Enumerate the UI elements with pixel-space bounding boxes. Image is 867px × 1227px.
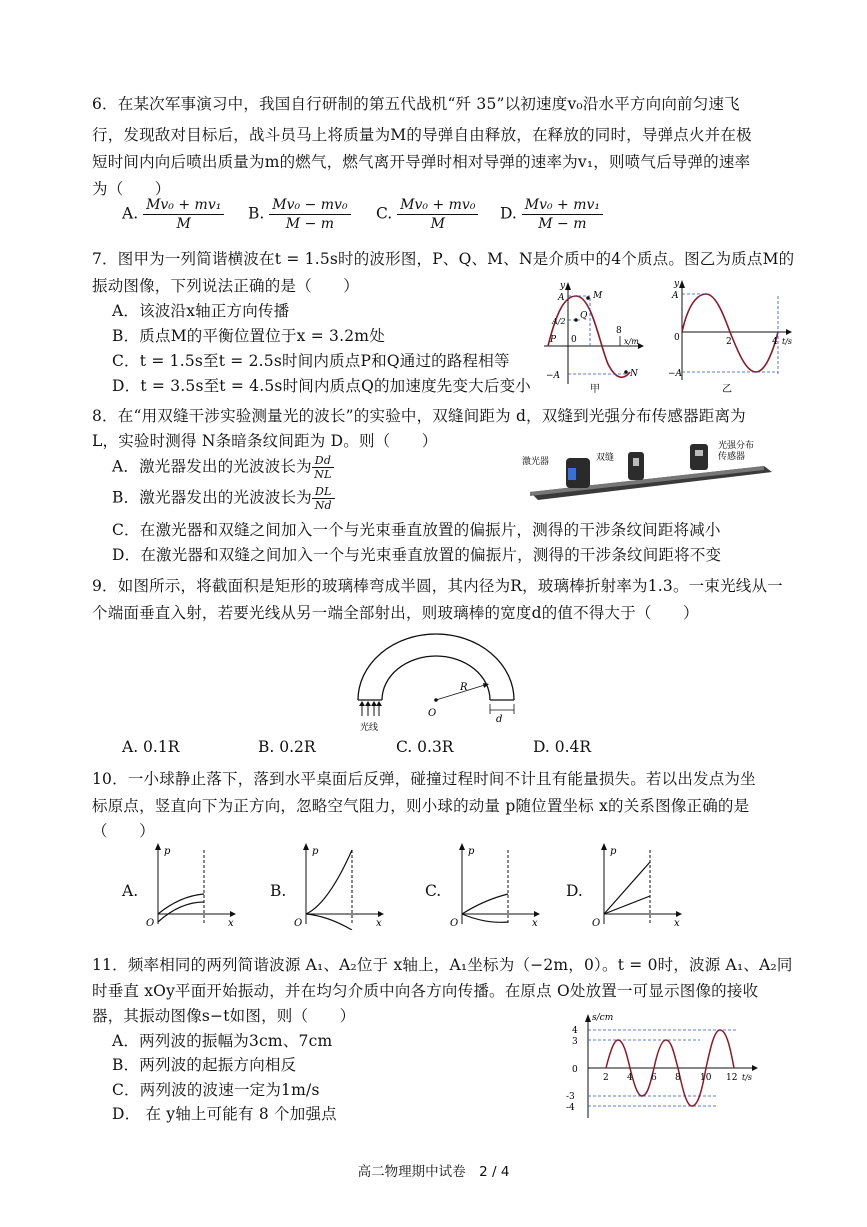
q11-line3: 器，其振动图像s−t如图，则（ ） [92, 1007, 356, 1025]
q9-option-c[interactable]: C. 0.3R [396, 738, 454, 756]
svg-text:x: x [532, 918, 538, 929]
q10-option-c[interactable]: C. [425, 882, 442, 900]
wave-graph-jia [538, 276, 648, 394]
q11-option-c[interactable]: C．两列波的波速一定为1m/s [112, 1081, 320, 1099]
q6-line3: 短时间内向后喷出质量为m的燃气，燃气离开导弹时相对导弹的速率为v₁，则喷气后导弹的速率 [92, 153, 751, 171]
q7-line1: 7．图甲为一列简谐横波在t = 1.5s时的波形图，P、Q、M、N是介质中的4个质点。图乙为质点M的 [92, 250, 795, 268]
svg-text:t/s: t/s [782, 337, 793, 346]
q10-line1: 10．一小球静止落下，落到水平桌面后反弹，碰撞过程时间不计且有能量损失。若以出发点为坐 [92, 770, 756, 788]
svg-text:O: O [450, 918, 459, 929]
q10-option-d[interactable]: D. [566, 882, 583, 900]
sensor-label-2: 传感器 [718, 452, 746, 462]
center-o-label: O [428, 708, 437, 719]
svg-text:p: p [164, 846, 171, 857]
q7-option-c[interactable]: C．t = 1.5s至t = 2.5s时间内质点P和Q通过的路程相等 [112, 352, 510, 370]
svg-text:p: p [312, 846, 319, 857]
q8-option-b[interactable]: B．激光器发出的光波波长为 $\frac{DL}{Nd}$ [112, 485, 335, 512]
q10-line2: 标原点，竖直向下为正方向，忽略空气阻力，则小球的动量 p随位置坐标 x的关系图像正确的是 [92, 797, 750, 815]
svg-text:x: x [376, 918, 382, 929]
q7-option-d[interactable]: D．t = 3.5s至t = 4.5s时间内质点Q的加速度先变大后变小 [112, 377, 531, 395]
svg-text:O: O [294, 918, 303, 929]
q6-option-c[interactable]: C. $\frac{\text{Mv₀ + mv₀}}{M}$ [376, 196, 478, 233]
svg-text:−A: −A [668, 369, 683, 379]
q9-option-b[interactable]: B. 0.2R [258, 738, 316, 756]
q8-line2: L，实验时测得 N条暗条纹间距为 D。则（ ） [92, 432, 438, 450]
svg-text:x: x [228, 918, 234, 929]
q10-option-a[interactable]: A. [122, 882, 139, 900]
svg-text:O: O [146, 918, 155, 929]
q11-line2: 时垂直 xOy平面开始振动，并在均匀介质中向各方向传播。在原点 O处放置一可显示图像的接收 [92, 982, 759, 1000]
svg-text:2: 2 [726, 337, 732, 347]
q6-line1: 6．在某次军事演习中，我国自行研制的第五代战机“歼 35”以初速度v₀沿水平方向向前匀速飞 [92, 95, 740, 113]
q9-line2: 个端面垂直入射，若要光线从另一端全部射出，则玻璃棒的宽度d的值不得大于（ ） [92, 604, 699, 622]
svg-text:4: 4 [572, 1026, 578, 1036]
vibration-graph-yi [668, 276, 798, 394]
width-label: d [496, 714, 503, 725]
svg-text:2: 2 [603, 1073, 609, 1083]
q6-line2: 行，发现敌对目标后，战斗员马上将质量为M的导弹自由释放，在释放的同时，导弹点火并在极 [92, 126, 752, 144]
svg-text:N: N [630, 369, 638, 379]
q6-option-d[interactable]: D. $\frac{\text{Mv₀ + mv₁}}{M - m}$ [500, 196, 603, 233]
svg-text:3: 3 [572, 1037, 578, 1047]
svg-text:0: 0 [572, 1065, 578, 1075]
svg-text:p: p [468, 846, 475, 857]
svg-text:0: 0 [571, 335, 577, 345]
jia-y-label: y [560, 281, 566, 291]
q10-line3: （ ） [92, 822, 155, 840]
q11-option-b[interactable]: B．两列波的起振方向相反 [112, 1056, 297, 1074]
svg-text:A: A [672, 291, 679, 301]
q8-option-a[interactable]: A．激光器发出的光波波长为 $\frac{Dd}{NL}$ [112, 454, 334, 481]
jia-caption: 甲 [590, 384, 600, 394]
svg-text:12: 12 [726, 1073, 738, 1083]
svg-text:8: 8 [616, 326, 622, 336]
q10-option-b[interactable]: B. [270, 882, 287, 900]
q8-line1: 8．在“用双缝干涉实验测量光的波长”的实验中，双缝间距为 d，双缝到光强分布传感器距离为 [92, 407, 746, 425]
svg-text:6: 6 [651, 1073, 657, 1083]
q8-option-d[interactable]: D．在激光器和双缝之间加入一个与光束垂直放置的偏振片，测得的干涉条纹间距将不变 [112, 546, 722, 564]
q11-option-d[interactable]: D． 在 y轴上可能有 8 个加强点 [112, 1105, 337, 1123]
svg-text:P: P [550, 335, 557, 345]
svg-text:A/2: A/2 [552, 317, 566, 326]
svg-text:s/cm: s/cm [592, 1013, 614, 1023]
q6-line4: 为（ ） [92, 180, 171, 198]
sensor-label-1: 光强分布 [718, 441, 755, 451]
svg-text:A: A [558, 293, 565, 303]
svg-text:p: p [610, 846, 617, 857]
svg-text:x/m: x/m [624, 337, 639, 346]
glass-rod-diagram [346, 624, 526, 736]
q11-option-a[interactable]: A．两列波的振幅为3cm、7cm [112, 1032, 333, 1050]
svg-text:-4: -4 [566, 1103, 575, 1113]
svg-text:x: x [674, 918, 680, 929]
q11-line1: 11．频率相同的两列简谐波源 A₁、A₂位于 x轴上，A₁坐标为（−2m，0）。t = 0时，波源 A₁、A₂同 [92, 956, 793, 974]
q9-option-a[interactable]: A. 0.1R [122, 738, 180, 756]
svg-text:4: 4 [627, 1073, 633, 1083]
svg-text:10: 10 [700, 1073, 712, 1083]
page-footer: 高二物理期中试卷 2 / 4 [357, 1164, 510, 1180]
svg-text:O: O [592, 918, 601, 929]
q6-option-b[interactable]: B. $\frac{\text{Mv₀ − mv₀}}{M - m}$ [248, 196, 351, 233]
svg-text:t/s: t/s [742, 1073, 753, 1082]
q9-option-d[interactable]: D. 0.4R [533, 738, 592, 756]
laser-label: 激光器 [522, 457, 550, 467]
q7-option-b[interactable]: B．质点M的平衡位置位于x = 3.2m处 [112, 327, 385, 345]
light-label: 光线 [360, 723, 379, 733]
q7-option-a[interactable]: A．该波沿x轴正方向传播 [112, 302, 290, 320]
svg-text:−A: −A [546, 371, 561, 381]
q10-graph-a [142, 840, 238, 930]
double-slit-apparatus [516, 438, 778, 502]
q6-option-a[interactable]: A. $\frac{\text{Mv₀ + mv₁}}{M}$ [122, 196, 224, 233]
q9-line1: 9．如图所示，将截面积是矩形的玻璃棒弯成半圆，其内径为R，玻璃棒折射率为1.3。一束光线从一 [92, 577, 783, 595]
svg-text:0: 0 [674, 333, 680, 343]
svg-text:y: y [674, 279, 680, 289]
svg-text:M: M [593, 291, 603, 301]
yi-caption: 乙 [722, 384, 732, 394]
radius-label: R [460, 682, 468, 693]
q8-option-c[interactable]: C．在激光器和双缝之间加入一个与光束垂直放置的偏振片，测得的干涉条纹间距将减小 [112, 521, 721, 539]
slit-label: 双缝 [596, 453, 615, 463]
q10-graph-b [290, 840, 386, 930]
svg-text:4: 4 [772, 337, 778, 347]
q10-graph-d [588, 840, 684, 930]
s-t-vibration-graph [562, 1010, 762, 1122]
q7-line2: 振动图像，下列说法正确的是（ ） [92, 277, 359, 295]
svg-text:Q: Q [580, 311, 588, 321]
q10-graph-c [446, 840, 542, 930]
svg-text:8: 8 [675, 1073, 681, 1083]
svg-text:-3: -3 [566, 1092, 575, 1102]
